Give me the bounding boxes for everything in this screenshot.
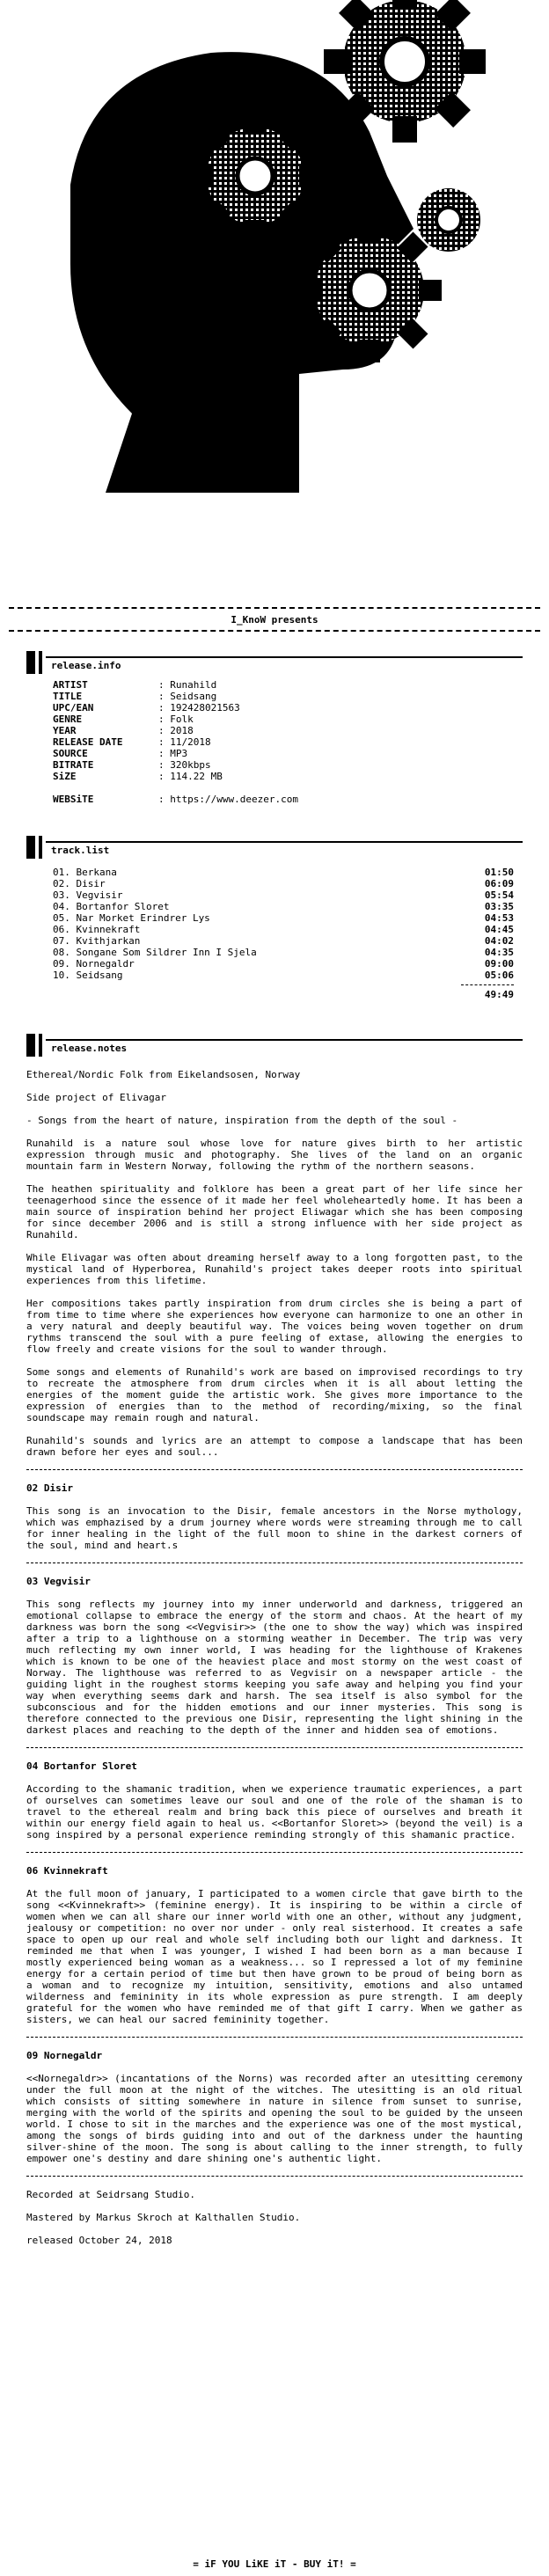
footer-slogan: = iF YOU LiKE iT - BUY iT! =	[193, 2558, 356, 2570]
list-item: 08. Songane Som Sildrer Inn I Sjela 04:35	[53, 947, 514, 958]
notes-paragraph: While Elivagar was often about dreaming herself away to a long forgotten past, to the mystical land of Hyperborea, Runahild's project takes deeper roots into spiritual experiences from this lifetime.	[26, 1252, 523, 1286]
divider	[26, 2037, 523, 2038]
field-row: BITRATE : 320kbps	[53, 759, 211, 771]
list-item: 05. Nar Morket Erindrer Lys 04:53	[53, 912, 514, 924]
notes-paragraph: - Songs from the heart of nature, inspiration from the depth of the soul -	[26, 1115, 458, 1126]
divider	[26, 2176, 523, 2177]
gear-icon	[297, 218, 442, 362]
list-item: 04. Bortanfor Sloret 03:35	[53, 901, 514, 912]
release-info-label: release.info	[51, 660, 121, 671]
list-item: 06. Kvinnekraft 04:45	[53, 924, 514, 935]
notes-paragraph: The heathen spirituality and folklore has been a great part of her life since her teenagerhood since the essence of it made her feel wholeheartedly home. It has been a main source of inspiration behind her project Eliwagar which she has been composing for since december 2006 and is still a strong influence with her side project as Runahild.	[26, 1183, 523, 1240]
section-heading: 04 Bortanfor Sloret	[26, 1760, 137, 1772]
section-heading: 02 Disir	[26, 1482, 73, 1494]
list-item: 07. Kvithjarkan 04:02	[53, 935, 514, 947]
section-heading: 09 Nornegaldr	[26, 2050, 103, 2061]
track-list-header	[26, 836, 523, 859]
notes-paragraph: Her compositions takes partly inspiration from drum circles she is being a part of from time to time where she experiences how everyone can harmonize to one an other in a very natural and deeply beautiful way. The voices being woven together on drum rythms transcend the soul with a pure feeling of extase, allowing the energies to flow freely and create visions for the soul to wander through.	[26, 1298, 523, 1355]
list-item: 09. Nornegaldr 09:00	[53, 958, 514, 970]
credit-line: Mastered by Markus Skroch at Kalthallen Studio.	[26, 2212, 301, 2223]
credit-line: Recorded at Seidrsang Studio.	[26, 2189, 196, 2200]
list-item: 01. Berkana 01:50	[53, 867, 514, 878]
notes-paragraph: Runahild is a nature soul whose love for nature gives birth to her artistic expression through music and photography. She lives of the land on an organic mountain farm in Western Norway, following the rythm of the northern seasons.	[26, 1138, 523, 1172]
field-row: SOURCE : MP3	[53, 748, 188, 759]
section-heading: 03 Vegvisir	[26, 1576, 91, 1587]
divider	[26, 1852, 523, 1853]
track-list	[53, 867, 514, 1000]
website-row[interactable]: WEBSiTE : https://www.deezer.com	[53, 794, 298, 805]
credit-line: released October 24, 2018	[26, 2235, 172, 2246]
notes-paragraph: <<Nornegaldr>> (incantations of the Norns) was recorded after an utesitting ceremony under the full moon at the night of the witches. The utesitting is an old ritual which consists of sitting somewhere in nature in silence from sunset to sunrise, merging with the world of the spirits and opening the soul to be guided by the unseen world. I chose to sit in the marches and the experience was one of the most mystical, among the songs of birds guiding into and out of the darkness under the haunting silver-shine of the moon. The song is about calling to the inner strength, to fully empower one's destiny and dare shining one's authentic light.	[26, 2073, 523, 2164]
field-row: YEAR : 2018	[53, 725, 194, 736]
list-item: 10. Seidsang 05:06	[53, 970, 514, 981]
divider	[26, 1562, 523, 1563]
release-notes-label: release.notes	[51, 1043, 128, 1054]
field-row: UPC/EAN : 192428021563	[53, 702, 240, 714]
notes-paragraph: Side project of Elivagar	[26, 1092, 166, 1103]
list-item: 02. Disir 06:09	[53, 878, 514, 889]
gear-icon	[190, 111, 320, 241]
notes-paragraph: This song is an invocation to the Disir, female ancestors in the Norse mythology, which was emphazised by a drum journey where words were streaming through me to call for inner healing in the light of the full moon to shine in the darkest corners of the soul, mind and heart.s	[26, 1505, 523, 1551]
notes-paragraph: According to the shamanic tradition, when we experience traumatic experiences, a part of ourselves can sometimes leave our soul and one of the role of the shaman is to travel to the ethereal realm and bring back this piece of ourselves and breath it within our energy field again to heal us. <<Bortanfor Sloret>> (beyond the veil) is a song inspired by a personal experience reminding strongly of this shamanic practice.	[26, 1783, 523, 1841]
release-info-fields	[53, 679, 298, 805]
notes-paragraph: Some songs and elements of Runahild's work are based on improvised recordings to try to recreate the atmosphere from drum circles when it is all about letting the energies of the moment guide the artistic work. She gives more importance to the expression of energies than to the method of recording/mixing, so the final soundscape may remain rough and natural.	[26, 1366, 523, 1423]
notes-paragraph: Runahild's sounds and lyrics are an attempt to compose a landscape that has been drawn before her eyes and soul...	[26, 1435, 523, 1458]
notes-paragraph: Ethereal/Nordic Folk from Eikelandsosen, Norway	[26, 1069, 301, 1080]
release-notes-body	[26, 1069, 523, 2258]
notes-paragraph: This song reflects my journey into my inner underworld and darkness, triggered an emotional collapse to embrace the energy of the storm and chaos. At the heart of my darkness was born the song <<Vegvisir>> (the one to show the way) which was inspired after a trip to a lighthouse on a storming weather in December. The trip was very much reflecting my own inner world, I was heading for the lighthouse of Krakenes which is known to be one of the heaviest place and most stormy on the west coast of Norway. The lighthouse was referred to as Vegvisir on a newspaper article - the guiding light in the roughest storms keeping you safe away and helping you find your way when everything seems dark and harsh. The sea itself is also symbol for the subconscious and for the hidden emotions and our inner mysteries. This song is therefore connected to the previous one Disir, representing the light shining in the darkest places and reaching to the depth of the inner and hidden sea of emotions.	[26, 1599, 523, 1736]
divider	[9, 630, 540, 632]
website-link[interactable]: : https://www.deezer.com	[158, 794, 298, 805]
field-row: GENRE : Folk	[53, 714, 194, 725]
field-row: TITLE : Seidsang	[53, 691, 217, 702]
track-list-label: track.list	[51, 845, 110, 856]
release-info-header	[26, 651, 523, 674]
total-duration: 49:49	[484, 989, 514, 1000]
head-gears-ascii-art	[35, 0, 528, 563]
divider	[26, 1747, 523, 1748]
presenter-title: I_KnoW presents	[231, 614, 318, 626]
field-row: RELEASE DATE : 11/2018	[53, 736, 211, 748]
notes-paragraph: At the full moon of january, I participated to a women circle that gave birth to the song <<Kvinnekraft>> (feminine energy). It is inspiring to be within a circle of women when we can all share our inner world with one an other, without any judgment, jealousy or competition: no over nor under - only real sisterhood. It creates a safe space to open up our real and whole self including both our light and darkness. It reminded me that when I was younger, I wished I had been born as a man because I mostly experienced being woman as a weakness... so I repressed a lot of my feminine energy for a certain period of time but then have grown to be proud of being born as a woman and to recognize my intuition, sensitivity, emotions and also untamed wilderness and femininity in its whole expression as pure strength. I am deeply grateful for the women who have reminded me of that gift I carry. When we gather as sisters, we can heal our sacred femininity together.	[26, 1888, 523, 2025]
field-row: ARTIST : Runahild	[53, 679, 217, 691]
release-notes-header	[26, 1034, 523, 1057]
field-row: SiZE : 114.22 MB	[53, 771, 223, 782]
section-heading: 06 Kvinnekraft	[26, 1865, 108, 1877]
divider	[9, 607, 540, 609]
list-item: 03. Vegvisir 05:54	[53, 889, 514, 901]
gear-icon	[417, 188, 480, 252]
divider	[26, 1469, 523, 1470]
